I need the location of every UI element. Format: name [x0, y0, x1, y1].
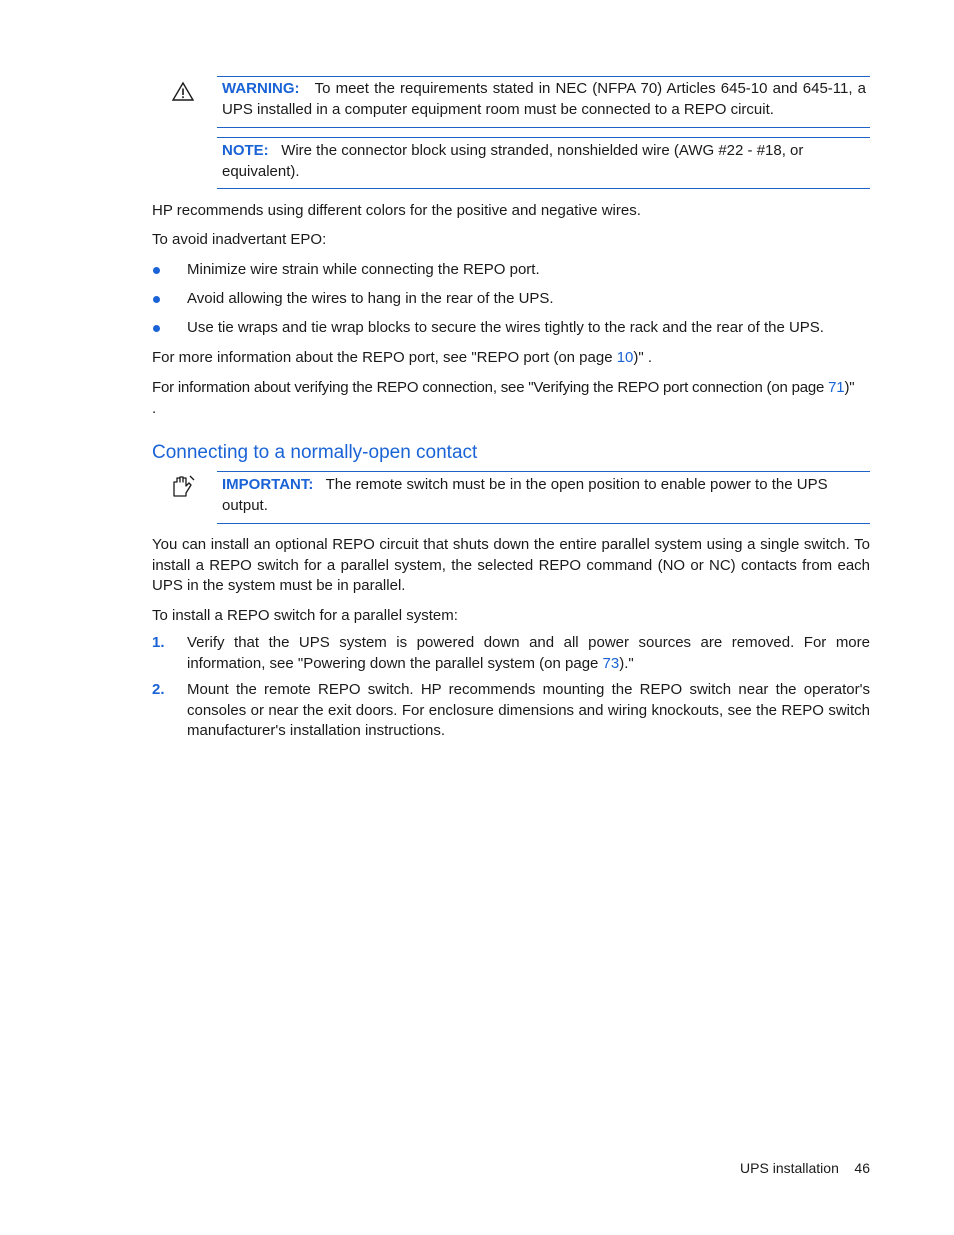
footer-section: UPS installation [740, 1160, 839, 1176]
bullet-item: Minimize wire strain while connecting the REPO port. [187, 261, 540, 278]
step-number: 1. [152, 634, 165, 651]
important-label: IMPORTANT: [222, 476, 314, 493]
step-number: 2. [152, 681, 165, 698]
important-top-rule [217, 471, 870, 472]
warning-body: To meet the requirements stated in NEC (NFPA 70) Articles 645-10 and 645-11, a UPS installed in a computer equipment room must be connected to a REPO circuit. [222, 80, 867, 118]
page-link-10[interactable]: 10 [616, 349, 634, 366]
footer-page-number: 46 [854, 1160, 870, 1176]
note-top-rule [217, 137, 870, 138]
verify-info-prefix: For information about verifying the REPO connection, see "Verifying the REPO port connection (on page [152, 379, 829, 396]
page-link-71[interactable]: 71 [828, 379, 845, 396]
paragraph-optional-repo: You can install an optional REPO circuit that shuts down the entire parallel system using a single switch. To install a REPO switch for a parallel system, the selected REPO command (NO or NC) contacts from each UPS in the system must be in parallel. [152, 536, 870, 594]
bullet-icon [153, 296, 160, 303]
warning-text [222, 79, 866, 120]
bullet-item: Use tie wraps and tie wrap blocks to secure the wires tightly to the rack and the rear of the UPS. [187, 319, 824, 336]
important-body: The remote switch must be in the open position to enable power to the UPS output. [222, 476, 828, 514]
verify-info-trail: . [152, 400, 157, 417]
step-text: Mount the remote REPO switch. HP recommends mounting the REPO switch near the operator's consoles or near the exit doors. For enclosure dimensions and wiring knockouts, see the REPO switch manufacturer's installation instructions. [187, 681, 870, 739]
note-label: NOTE: [222, 142, 269, 159]
warning-bottom-rule [217, 127, 870, 128]
warning-icon [172, 81, 194, 108]
bullet-item: Avoid allowing the wires to hang in the rear of the UPS. [187, 290, 554, 307]
paragraph-verify-info [152, 378, 870, 399]
note-body: Wire the connector block using stranded, nonshielded wire (AWG #22 - #18, or equivalent). [222, 142, 804, 180]
verify-info-suffix: )" [844, 379, 855, 396]
step-1-prefix: Verify that the UPS system is powered down and all power sources are removed. For more information, see "Powering down the parallel system (on page [187, 634, 870, 672]
note-text [222, 141, 862, 182]
paragraph-colors: HP recommends using different colors for the positive and negative wires. [152, 202, 641, 219]
paragraph-avoid: To avoid inadvertant EPO: [152, 231, 327, 248]
important-text [222, 475, 870, 516]
step-1-suffix: )." [619, 654, 634, 672]
section-heading: Connecting to a normally-open contact [152, 442, 478, 463]
note-bottom-rule [217, 188, 870, 189]
important-bottom-rule [217, 523, 870, 524]
step-text [187, 633, 870, 674]
bullet-icon [153, 267, 160, 274]
bullet-icon [153, 325, 160, 332]
warning-label: WARNING: [222, 80, 300, 97]
paragraph-install: To install a REPO switch for a parallel system: [152, 607, 458, 624]
warning-top-rule [217, 76, 870, 77]
paragraph-more-info [152, 348, 870, 369]
page-footer [740, 1158, 870, 1179]
more-info-prefix: For more information about the REPO port, see "REPO port (on page [152, 349, 617, 366]
page-link-73[interactable]: 73 [602, 654, 620, 672]
important-hand-icon [170, 474, 196, 505]
more-info-suffix: )" . [633, 349, 653, 366]
